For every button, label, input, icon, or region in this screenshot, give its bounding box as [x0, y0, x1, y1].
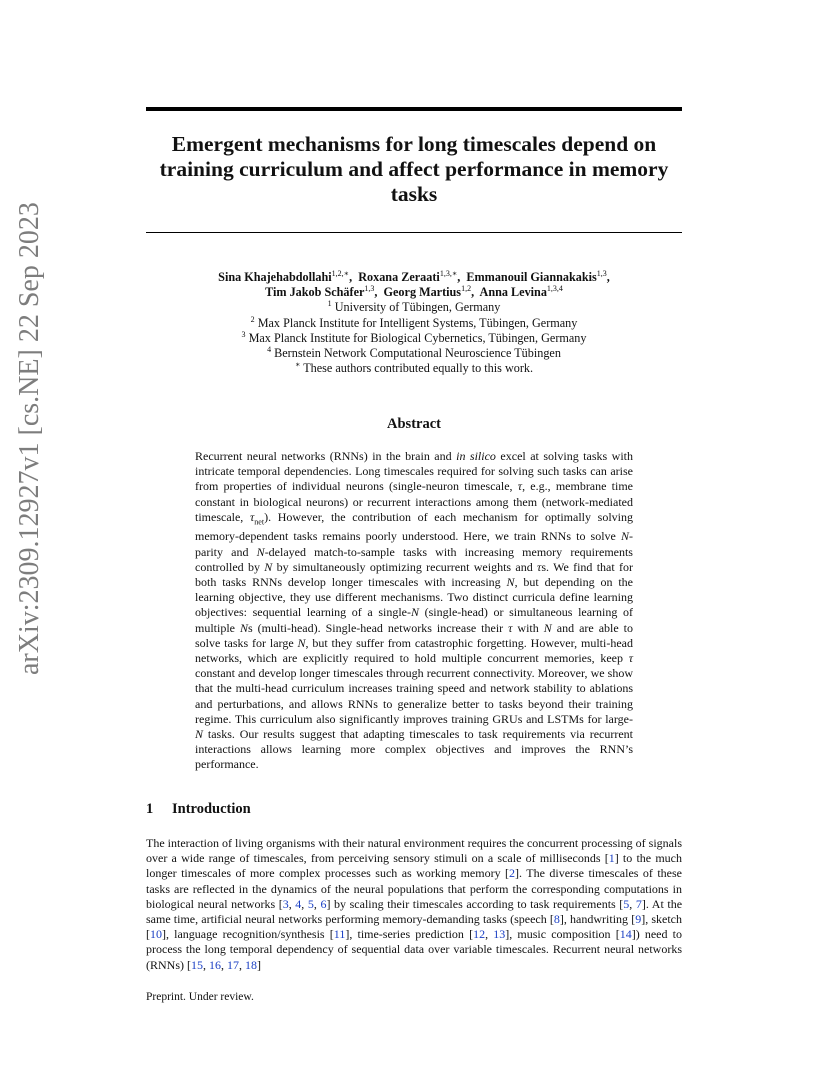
affiliation-text: These authors contributed equally to this work. — [303, 361, 534, 376]
section-heading-introduction — [146, 801, 251, 818]
author-name: Anna Levina — [479, 285, 547, 300]
affiliation — [146, 316, 682, 331]
author-sup: 1,2,∗ — [331, 269, 350, 278]
citation-link[interactable]: 6 — [320, 896, 327, 911]
introduction-paragraph: The interaction of living organisms with their natural environment requires the concurrent processing of signals over a wide range of timescales, from perceiving sensory stimuli on a scale of milliseconds [1] to the much longer timescales of more complex processes such as working memory [2]. The diverse timescales of these tasks are reflected in the dynamics of the neural populations that perform the corresponding computations in biological neural networks [3, 4, 5, 6] by scaling their timescales according to task requirements [5, 7]. At the same time, artificial neural networks performing memory-demanding tasks (speech [8], handwriting [9], sketch [10], language recognition/synthesis [11], time-series prediction [12, 13], music composition [14]) need to process the long temporal dependency of sequential data over variable timescales. Recurrent neural networks (RNNs) [15, 16, 17, 18] — [146, 836, 683, 972]
citation-link[interactable]: 5 — [623, 896, 630, 911]
citation-link[interactable]: 11 — [333, 927, 346, 942]
arxiv-stamp-container — [12, 202, 52, 675]
author-line-2: Tim Jakob Schäfer$^{1,3}$, Georg Martius$^{1,2}$, Anna Levina$^{1,3,4}$ — [265, 284, 563, 300]
section-number: 1 — [146, 801, 154, 817]
citation-link[interactable]: 9 — [635, 912, 642, 927]
affiliation-text: Bernstein Network Computational Neuroscience Tübingen — [274, 346, 561, 361]
affiliation-sup: 2 — [250, 314, 255, 324]
abstract-body — [195, 449, 633, 773]
citation-link[interactable]: 16 — [209, 957, 221, 972]
affiliation-sup: 1 — [327, 299, 332, 309]
affiliation-text: University of Tübingen, Germany — [334, 300, 501, 315]
affiliation — [146, 331, 682, 346]
abstract-heading: Abstract — [387, 416, 441, 432]
author-name: Emmanouil Giannakakis — [466, 270, 597, 284]
affiliation-sup: 4 — [267, 345, 272, 355]
arxiv-stamp: arXiv:2309.12927v1 [cs.NE] 22 Sep 2023 — [14, 202, 45, 675]
introduction-body — [146, 836, 682, 973]
abstract-paragraph: Recurrent neural networks (RNNs) in the brain and in silico excel at solving tasks with intricate temporal dependencies. Long timescales required for solving such tasks can arise from properties of individual neurons (single-neuron timescale, τ, e.g., membrane time constant in biological neurons) or recurrent interactions among them (network-mediated timescale, $\tau_{net}$). However, the contribution of each mechanism for optimally solving memory-dependent tasks remains poorly understood. Here, we train RNNs to solve N-parity and N-delayed match-to-sample tasks with increasing memory requirements controlled by N by simultaneously optimizing recurrent weights and τs. We find that for both tasks RNNs develop longer timescales with increasing N, but depending on the learning objective, they use different mechanisms. Two distinct curricula define learning objectives: sequential learning of a single-N (single-head) or simultaneous learning of multiple Ns (multi-head). Single-head networks increase their τ with N and are able to solve tasks for large N, but they suffer from catastrophic forgetting. However, multi-head networks, which are explicitly required to hold multiple concurrent memories, keep τ constant and develop longer timescales through recurrent connectivity. Moreover, we show that the multi-head curriculum increases training speed and network stability to ablations and perturbations, and allows RNNs to generalize better to tasks beyond their training regime. This curriculum also significantly improves training GRUs and LSTMs for large-N tasks. Our results suggest that adapting timescales to task requirements via recurrent interactions allows learning more complex objectives and improves the RNN’s performance. — [195, 449, 634, 772]
author-name: Roxana Zeraati — [358, 270, 440, 284]
section-title: Introduction — [172, 801, 251, 817]
citation-link[interactable]: 17 — [227, 957, 239, 972]
affiliation-text: Max Planck Institute for Biological Cybernetics, Tübingen, Germany — [248, 330, 587, 345]
author-name: Georg Martius — [383, 285, 462, 300]
citation-link[interactable]: 10 — [150, 927, 162, 942]
citation-link[interactable]: 18 — [245, 957, 257, 972]
equal-contribution-note — [146, 361, 682, 376]
citation-link[interactable]: 8 — [553, 912, 560, 927]
author-sup: 1,3,4 — [546, 284, 563, 294]
citation-link[interactable]: 7 — [635, 896, 642, 911]
citation-link[interactable]: 3 — [282, 896, 289, 911]
author-block — [146, 270, 682, 376]
title-bottom-rule — [146, 232, 682, 233]
citation-link[interactable]: 2 — [509, 866, 516, 881]
citation-link[interactable]: 5 — [307, 896, 314, 911]
page-footer: Preprint. Under review. — [146, 991, 254, 1003]
citation-link[interactable]: 15 — [191, 957, 203, 972]
affiliation — [146, 346, 682, 361]
affiliation-sup: 3 — [241, 329, 246, 339]
author-sup: 1,3 — [596, 269, 607, 278]
citation-link[interactable]: 12 — [473, 927, 486, 942]
citation-link[interactable]: 1 — [608, 851, 615, 866]
author-sup: 1,3 — [364, 284, 375, 294]
citation-link[interactable]: 14 — [619, 927, 632, 942]
author-sup: 1,2 — [461, 284, 472, 294]
affiliation — [146, 300, 682, 315]
affiliation-sup: ∗ — [294, 360, 301, 370]
paper-title: Emergent mechanisms for long timescales depend on training curriculum and affect performance in memory tasks — [159, 132, 669, 206]
author-name: Tim Jakob Schäfer — [265, 285, 365, 300]
author-name: Sina Khajehabdollahi — [218, 270, 332, 284]
citation-link[interactable]: 4 — [295, 896, 302, 911]
title-top-rule — [146, 107, 682, 111]
author-line-1: Sina Khajehabdollahi$^{1,2,∗}$, Roxana Zeraati$^{1,3,∗}$, Emmanouil Giannakakis$^{1,3}$, — [218, 269, 610, 284]
affiliation-text: Max Planck Institute for Intelligent Systems, Tübingen, Germany — [257, 315, 578, 330]
author-sup: 1,3,∗ — [439, 269, 458, 278]
citation-link[interactable]: 13 — [493, 927, 506, 942]
